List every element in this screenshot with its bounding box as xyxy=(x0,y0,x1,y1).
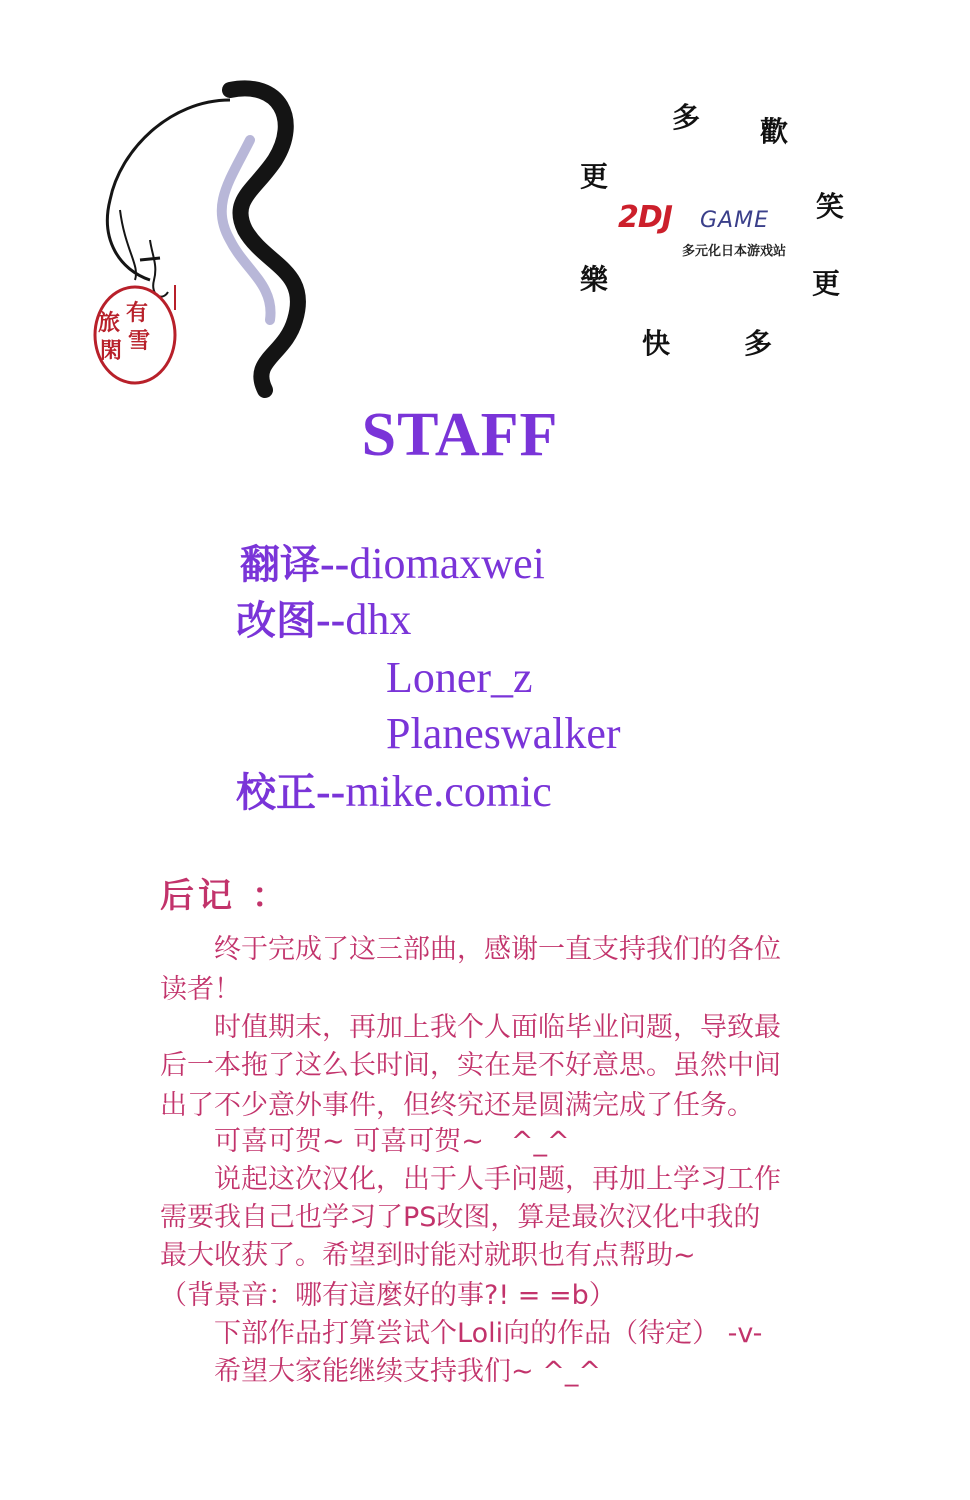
seal-char: 旅 xyxy=(98,310,121,336)
staff-line xyxy=(236,764,552,821)
seal-char: 有 xyxy=(126,300,149,326)
afterword-line: 出了不少意外事件，但终究还是圆满完成了任务。 xyxy=(160,1090,754,1121)
staff-role: 校正 xyxy=(236,770,316,816)
logo-game-text: GAME xyxy=(700,208,769,233)
staff-separator: -- xyxy=(320,539,350,588)
afterword-line: 下部作品打算尝试个Loli向的作品（待定） -v- xyxy=(160,1318,763,1349)
staff-name: mike.comic xyxy=(345,767,552,816)
afterword-line: 终于完成了这三部曲，感谢一直支持我们的各位 xyxy=(160,934,781,965)
logo-subtitle: 多元化日本游戏站 xyxy=(682,244,787,259)
afterword-line: 读者！ xyxy=(160,974,241,1005)
afterword-line: 需要我自己也学习了PS改图，算是最次汉化中我的 xyxy=(160,1202,761,1233)
2djgame-logo xyxy=(618,200,798,260)
afterword-line: 最大收获了。希望到时能对就职也有点帮助~ xyxy=(160,1240,696,1271)
staff-line xyxy=(386,650,533,706)
ring-char: 歡 xyxy=(759,115,788,148)
staff-name: dhx xyxy=(345,595,412,644)
seal-char: 雪 xyxy=(128,328,151,354)
ring-char: 更 xyxy=(579,160,608,193)
afterword-line: 说起这次汉化，出于人手问题，再加上学习工作 xyxy=(160,1164,781,1195)
afterword-line: 时值期末，再加上我个人面临毕业问题，导致最 xyxy=(160,1012,781,1043)
logo-main-text: 2DJ xyxy=(618,200,672,235)
ring-char: 笑 xyxy=(815,190,844,223)
afterword-line: 后一本拖了这么长时间，实在是不好意思。虽然中间 xyxy=(160,1050,781,1081)
staff-name: Planeswalker xyxy=(386,709,621,758)
staff-name: Loner_z xyxy=(386,653,533,702)
ring-char: 快 xyxy=(641,327,670,360)
ring-char: 多 xyxy=(671,101,700,134)
afterword-line: （背景音：哪有這麼好的事?! = =b） xyxy=(160,1280,616,1311)
ring-char: 更 xyxy=(811,267,840,300)
staff-separator: -- xyxy=(316,595,346,644)
ink-brush-logo xyxy=(80,80,340,410)
staff-line xyxy=(240,536,545,593)
staff-line xyxy=(236,592,411,649)
seal-char: 閑 xyxy=(100,338,123,364)
afterword-title: 后记 ： xyxy=(160,876,290,916)
staff-role: 改图 xyxy=(236,598,316,644)
ring-char: 多 xyxy=(743,327,772,360)
ring-char: 樂 xyxy=(579,263,608,296)
staff-name: diomaxwei xyxy=(349,539,545,588)
afterword-line: 可喜可贺~ 可喜可贺~ ^_^ xyxy=(160,1126,570,1157)
staff-line xyxy=(386,706,621,762)
staff-role: 翻译 xyxy=(240,542,320,588)
staff-title: STAFF xyxy=(361,401,559,469)
afterword-line: 希望大家能继续支持我们~ ^_^ xyxy=(160,1356,601,1387)
staff-separator: -- xyxy=(316,767,346,816)
